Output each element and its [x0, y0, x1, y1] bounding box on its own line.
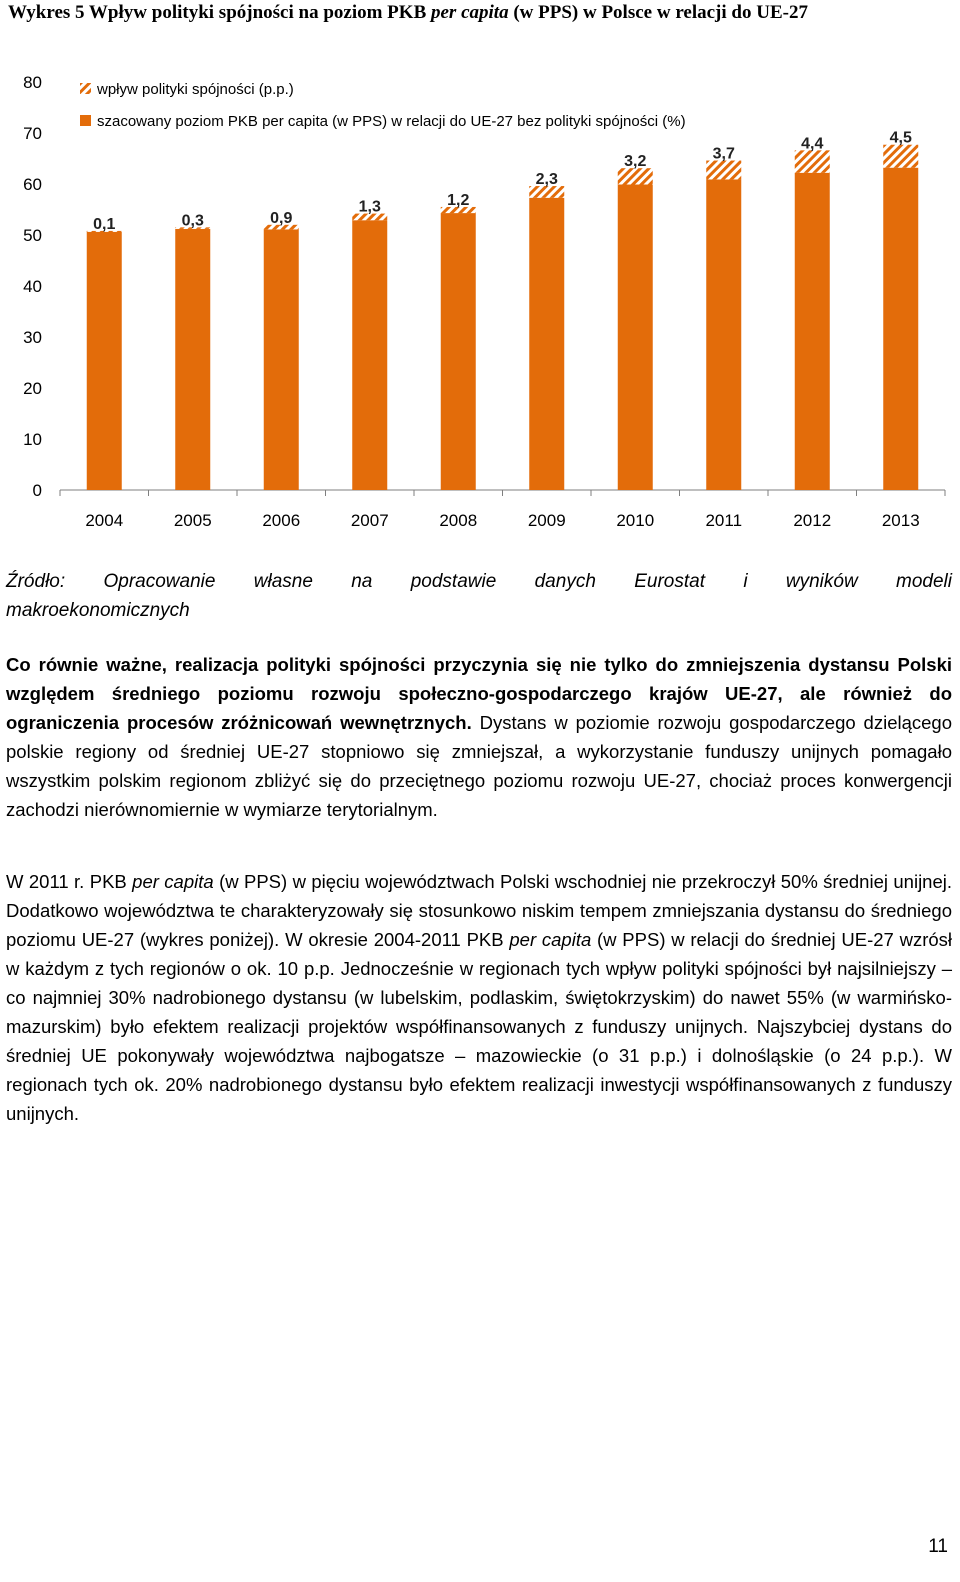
data-label: 4,5: [889, 129, 912, 147]
bar-base: [441, 213, 476, 490]
data-label: 1,3: [358, 198, 381, 216]
y-tick-label: 70: [23, 124, 42, 143]
y-tick-label: 40: [23, 277, 42, 296]
source-line-1: Źródło: Opracowanie własne na podstawie danych Eurostat i wyników modeli: [6, 571, 952, 592]
p2-text-3: (w PPS) w relacji do średniej UE-27 wzrósł w każdym z tych regionów o ok. 10 p.p. Jednocześnie w regionach tych wpływ polityki spójności był najsilniejszy – co najmniej 30% nadrobionego dystansu (w lubelskim, podlaskim, świętokrzyskim) do nawet 55% (w warmińsko-mazurskim) było efektem realizacji projektów współfinansowanych z funduszy unijnych. Najszybciej dystans do średniej UE pokonywały województwa najbogatsze – mazowieckie (o 31 p.p.) i dolnośląskie (o 24 p.p.). W regionach tych ok. 20% nadrobionego dystansu było efektem realizacji inwestycji współfinansowanych z funduszy unijnych.: [6, 929, 952, 1124]
data-label: 0,1: [93, 215, 116, 233]
paragraph-1-rest: Dystans w poziomie rozwoju gospodarczego dzielącego polskie regiony od średniej UE-27 stopniowo się zmniejszał, a wykorzystanie funduszy unijnych pomagało wszystkim polskim regionom zbliżyć się do przeciętnego poziomu rozwoju UE-27, chociaż proces konwergencji zachodzi nierównomiernie w wymiarze terytorialnym.: [6, 712, 952, 820]
data-label: 3,7: [712, 145, 735, 163]
legend-swatch-hatched: [80, 83, 91, 94]
p2-text-1: W 2011 r. PKB: [6, 871, 133, 892]
figure-title: [8, 2, 958, 24]
bar-base: [795, 173, 830, 490]
bar-base: [706, 179, 741, 490]
title-suffix: (w PPS) w Polsce w relacji do UE-27: [508, 2, 808, 23]
source-line-2: makroekonomicznych: [6, 600, 190, 621]
data-label: 3,2: [624, 153, 647, 171]
x-tick-label: 2009: [527, 511, 566, 530]
y-tick-label: 50: [23, 226, 42, 245]
legend-swatch-solid: [80, 115, 91, 126]
legend-label-impact: wpływ polityki spójności (p.p.): [97, 81, 294, 98]
x-tick-label: 2010: [616, 511, 655, 530]
paragraph-1-bold: Co równie ważne, realizacja polityki spójności przyczynia się nie tylko do zmniejszenia dystansu Polski względem średniego poziomu rozwoju społeczno-gospodarczego krajów UE-27, ale również do ograniczenia procesów zróżnicowań wewnętrznych.: [6, 654, 952, 733]
y-tick-label: 20: [23, 379, 42, 398]
x-tick-label: 2013: [881, 511, 920, 530]
x-tick-label: 2007: [350, 511, 389, 530]
x-tick-label: 2012: [793, 511, 832, 530]
x-tick-label: 2011: [705, 511, 743, 530]
paragraph-1: [6, 650, 952, 824]
y-tick-label: 10: [23, 430, 42, 449]
title-italic: per capita: [431, 2, 509, 23]
bar-cohesion-impact: [795, 150, 830, 172]
title-text: Wykres 5 Wpływ polityki spójności na poziom PKB: [8, 2, 431, 23]
bar-cohesion-impact: [618, 168, 653, 184]
x-tick-label: 2004: [85, 511, 124, 530]
data-label: 4,4: [801, 135, 824, 153]
bar-base: [618, 185, 653, 490]
y-tick-label: 0: [32, 481, 42, 500]
p2-italic-1: per capita: [132, 871, 214, 892]
paragraph-2: [6, 867, 952, 1128]
data-label: 0,3: [181, 212, 204, 230]
y-tick-label: 30: [23, 328, 42, 347]
bar-base: [529, 198, 564, 490]
bar-base: [87, 231, 122, 490]
bar-base: [175, 229, 210, 490]
p2-italic-2: per capita: [509, 929, 592, 950]
data-label: 2,3: [535, 171, 558, 189]
x-tick-label: 2008: [439, 511, 478, 530]
bar-base: [264, 229, 299, 490]
p2-text-2: (w PPS) w pięciu województwach Polski wschodniej nie przekroczył 50% średniej unijnej. Dodatkowo województwa te charakteryzowały się stosunkowo niskim tempem zmniejszania dystansu do średniego poziomu UE-27 (wykres poniżej). W okresie 2004-2011 PKB: [6, 871, 953, 950]
bar-cohesion-impact: [883, 145, 918, 168]
y-tick-label: 80: [23, 73, 42, 92]
x-tick-label: 2005: [173, 511, 212, 530]
legend-label-baseline: szacowany poziom PKB per capita (w PPS) w relacji do UE-27 bez polityki spójności (%): [97, 113, 686, 130]
bar-cohesion-impact: [706, 161, 741, 180]
y-tick-label: 60: [23, 175, 42, 194]
page-number: 11: [928, 1536, 948, 1557]
bar-base: [352, 220, 387, 490]
data-label: 0,9: [270, 209, 293, 227]
data-label: 1,2: [447, 191, 470, 209]
x-tick-label: 2006: [262, 511, 301, 530]
bar-chart: [0, 60, 960, 540]
bar-base: [883, 168, 918, 490]
